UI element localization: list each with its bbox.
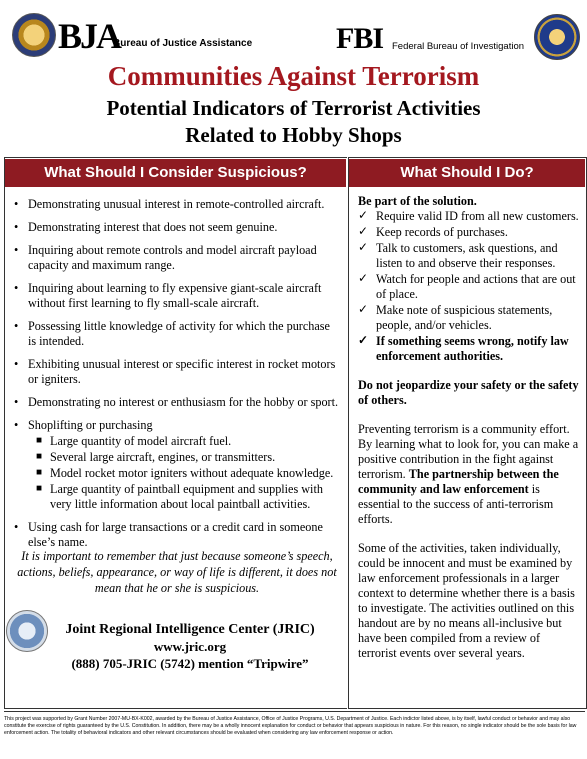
square-bullet-icon: ■ xyxy=(36,467,43,478)
check-item: ✓ Keep records of purchases. xyxy=(358,224,508,239)
bullet-icon: • xyxy=(14,418,19,432)
list-item: • Demonstrating no interest or enthusiasm for the hobby or sport. xyxy=(14,395,339,409)
activities-paragraph: Some of the activities, taken individually, could be innocent and must be examined by law enforcement professionals in a larger context to determine whether there is a basis to investigate. The activities outlined on this handout are by no means all-inclusive but have been compiled from a review of terrorist events over several years. xyxy=(358,541,575,660)
check-item: ✓ Make note of suspicious statements, people, and/or vehicles. xyxy=(358,302,553,332)
sub-list-item: ■ Large quantity of paintball equipment and supplies with very little information about local paintball activities. xyxy=(36,482,323,511)
list-item: • Exhibiting unusual interest or specific interest in rocket motors or igniters. xyxy=(14,357,336,386)
bja-name: Bureau of Justice Assistance xyxy=(113,38,253,49)
fbi-logo: FBI xyxy=(336,22,384,55)
checkmark-icon: ✓ xyxy=(358,333,369,347)
bullet-icon: • xyxy=(14,220,19,234)
checklist xyxy=(358,209,580,364)
list-item: • Demonstrating interest that does not seem genuine. xyxy=(14,220,278,234)
right-heading: What Should I Do? xyxy=(349,159,585,187)
list-item: • Using cash for large transactions or a credit card in someone else’s name. xyxy=(14,520,323,549)
jric-phone: (888) 705-JRIC (5742) mention “Tripwire” xyxy=(71,656,309,671)
list-item: • Inquiring about remote controls and model aircraft payload capacity and maximum range. xyxy=(14,243,317,272)
bja-logo: BJA xyxy=(58,16,121,56)
jric-name: Joint Regional Intelligence Center (JRIC) xyxy=(65,622,315,637)
list-item: • Shoplifting or purchasing ■ Large quantity of model aircraft fuel. ■ Several large aircraft, engines, or transmitters. ■ Model rocket motor igniters without adequate knowledge. ■ Large quantity of paintball equipment and supplies with very little information about local paintball activities. xyxy=(10,418,340,512)
bullet-icon: • xyxy=(14,395,19,409)
check-item: ✓ Watch for people and actions that are out of place. xyxy=(358,271,576,301)
suspicious-list xyxy=(10,197,340,558)
bullet-icon: • xyxy=(14,319,19,333)
sub-list xyxy=(28,434,340,512)
list-item: • Possessing little knowledge of activity for which the purchase is intended. xyxy=(14,319,330,348)
checkmark-icon: ✓ xyxy=(358,224,369,238)
square-bullet-icon: ■ xyxy=(36,435,43,446)
subtitle-line-1: Potential Indicators of Terrorist Activities xyxy=(106,96,481,120)
checkmark-icon: ✓ xyxy=(358,302,369,316)
footer-divider xyxy=(4,711,585,712)
bullet-icon: • xyxy=(14,281,19,295)
community-paragraph: Preventing terrorism is a community effort. By learning what to look for, you can make a positive contribution in the fight against terrorism. The partnership between the community and law enforcement is essential to the success of anti-terrorism efforts. xyxy=(358,422,579,526)
jric-link[interactable]: www.jric.org xyxy=(153,639,227,654)
list-item: • Demonstrating unusual interest in remote-controlled aircraft. xyxy=(14,197,325,211)
what-to-do-section xyxy=(358,194,580,675)
checkmark-icon: ✓ xyxy=(358,240,369,254)
bullet-icon: • xyxy=(14,357,19,371)
square-bullet-icon: ■ xyxy=(36,483,43,494)
bullet-icon: • xyxy=(14,520,19,534)
bullet-icon: • xyxy=(14,197,19,211)
left-heading: What Should I Consider Suspicious? xyxy=(5,159,346,187)
page-subtitle xyxy=(0,95,587,149)
sub-list-item: ■ Model rocket motor igniters without adequate knowledge. xyxy=(36,466,334,480)
check-item: ✓ If something seems wrong, notify law enforcement authorities. xyxy=(358,333,569,363)
fbi-seal-icon xyxy=(534,14,580,60)
check-item: ✓ Require valid ID from all new customers. xyxy=(358,208,579,223)
page-title: Communities Against Terrorism xyxy=(107,61,480,91)
subtitle-line-2: Related to Hobby Shops xyxy=(185,123,402,147)
bullet-icon: • xyxy=(14,243,19,257)
check-item: ✓ Talk to customers, ask questions, and listen to and observe their responses. xyxy=(358,240,558,270)
fbi-name: Federal Bureau of Investigation xyxy=(392,41,525,52)
safety-note: Do not jeopardize your safety or the safety of others. xyxy=(358,378,579,407)
checkmark-icon: ✓ xyxy=(358,208,369,222)
list-item: • Inquiring about learning to fly expensive giant-scale aircraft without first learning to fly small-scale aircraft. xyxy=(14,281,322,310)
doj-seal-icon xyxy=(12,13,56,57)
checkmark-icon: ✓ xyxy=(358,271,369,285)
caution-note: It is important to remember that just because someone’s speech, actions, beliefs, appearance, or way of life is different, it does not mean that he or she is suspicious. xyxy=(17,549,337,595)
footer-disclaimer: This project was supported by Grant Number 2007-MU-BX-K002, awarded by the Bureau of Justice Assistance, Office of Justice Programs, U.S. Department of Justice. Each indictor listed above, is by itself, lawful conduct or behavior and may also constitute the exercise of rights guaranteed by the U.S. Constitution. In addition, there may be a wholly innocent explanation for conduct or behavior that appears suspicious in nature. For this reason, no single indicator should be the sole basis for law enforcement action. The totality of behavioral indicators and other relevant circumstances should be evaluated when considering any law enforcement response or action. xyxy=(4,716,577,736)
sub-list-item: ■ Large quantity of model aircraft fuel. xyxy=(36,434,232,448)
square-bullet-icon: ■ xyxy=(36,451,43,462)
lead-text: Be part of the solution. xyxy=(358,194,477,208)
sub-list-item: ■ Several large aircraft, engines, or transmitters. xyxy=(36,450,276,464)
